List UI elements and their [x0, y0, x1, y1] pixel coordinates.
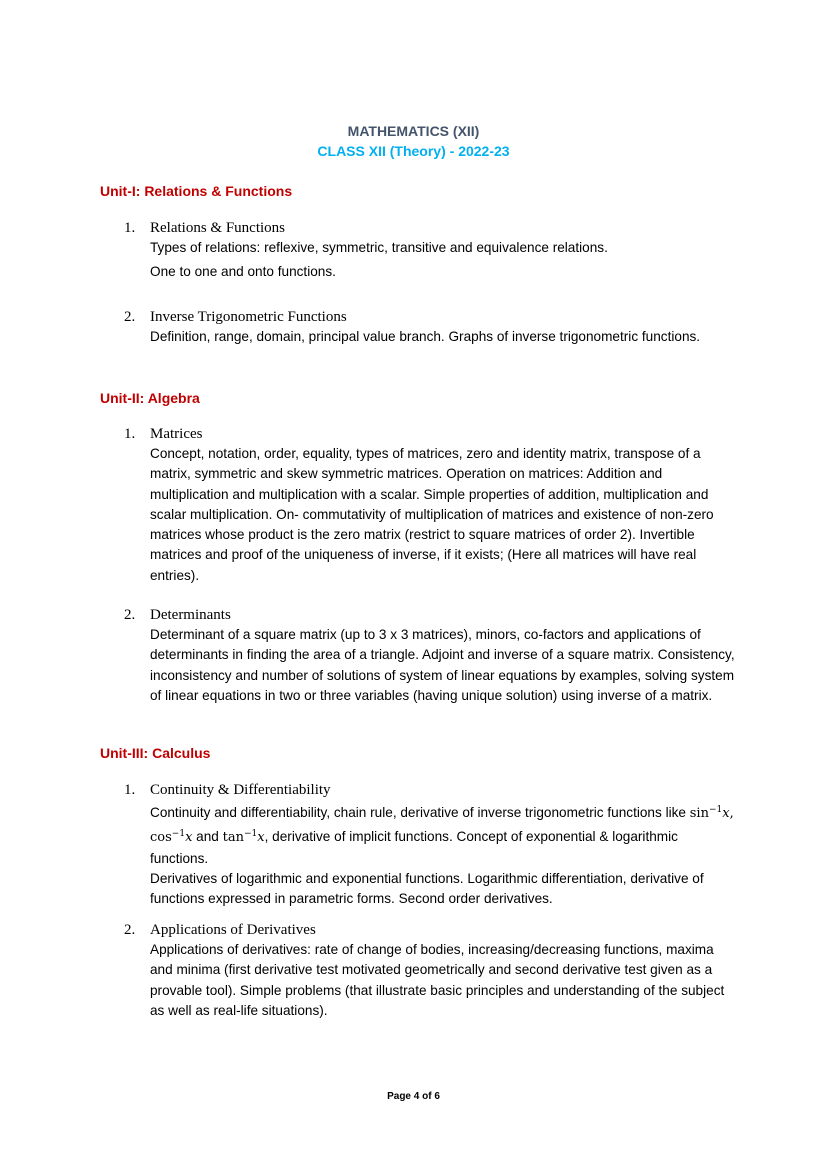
topic-number: 2. [124, 922, 136, 938]
topic-body [150, 444, 736, 586]
topic-continuity-differentiability [124, 780, 736, 909]
math-variable: x [722, 806, 730, 821]
topic-title: Inverse Trigonometric Functions [150, 309, 347, 325]
topic-determinants [124, 605, 736, 706]
unit-heading-algebra: Unit-II: Algebra [100, 390, 200, 406]
topic-paragraph: Derivatives of logarithmic and exponential functions. Logarithmic differentiation, derivative of functions expressed in parametric forms. Second order derivatives. [150, 870, 704, 907]
topic-body [150, 940, 736, 1021]
math-function: sin [689, 806, 709, 821]
document-subtitle: CLASS XII (Theory) - 2022-23 [317, 143, 510, 159]
inverse-trig-expression [223, 830, 265, 845]
math-variable: x [185, 830, 193, 846]
math-superscript: −1 [244, 829, 258, 840]
topic-line: One to one and onto functions. [150, 264, 336, 280]
math-function: tan [222, 830, 244, 846]
math-variable: x [257, 830, 265, 846]
topic-number: 1. [124, 220, 136, 236]
topic-paragraph: Applications of derivatives: rate of change of bodies, increasing/decreasing functions, maxima and minima (first derivative test motivated geometrically and second derivative test given as a provable tool). Simple problems (that illustrate basic principles and understanding of the subject as well as real-life situations). [150, 942, 725, 1018]
topic-paragraph [150, 800, 736, 869]
topic-line: Types of relations: reflexive, symmetric, transitive and equivalence relations. [150, 240, 608, 255]
math-function: cos [150, 830, 172, 846]
topic-text: Continuity and differentiability, chain rule, derivative of inverse trigonometric functions like [150, 805, 690, 820]
topic-relations-functions [124, 218, 736, 283]
topic-title: Applications of Derivatives [150, 922, 316, 938]
topic-number: 2. [124, 607, 136, 623]
topic-applications-of-derivatives [124, 920, 736, 1021]
topic-body [150, 327, 736, 347]
topic-title: Matrices [150, 426, 203, 442]
topic-matrices [124, 424, 736, 586]
topic-number: 2. [124, 309, 136, 325]
topic-number: 1. [124, 782, 136, 798]
topic-title: Relations & Functions [150, 220, 285, 236]
math-superscript: −1 [171, 829, 186, 840]
topic-paragraph: Concept, notation, order, equality, types of matrices, zero and identity matrix, transpose of a matrix, symmetric and skew symmetric matrices. Operation on matrices: Addition and multiplication and multiplication with a scalar. Simple properties of addition, multiplication and scalar multiplication. On- commutativity of multiplication of matrices and existence of non-zero matrices whose product is the zero matrix (restrict to square matrices of order 2). Invertible matrices and proof of the uniqueness of inverse, if it exists; (Here all matrices will have real entries). [150, 446, 714, 583]
topic-number: 1. [124, 426, 136, 442]
document-header [0, 121, 827, 161]
topic-text: and [192, 829, 223, 845]
math-separator: , [729, 806, 734, 821]
page-number: Page 4 of 6 [387, 1091, 440, 1102]
topic-paragraph: Determinant of a square matrix (up to 3 x 3 matrices), minors, co-factors and applications of determinants in finding the area of a triangle. Adjoint and inverse of a square matrix. Consistency, inconsistency and number of solutions of system of linear equations by examples, solving system of linear equations in two or three variables (having unique solution) using inverse of a matrix. [150, 627, 735, 703]
math-superscript: −1 [708, 805, 723, 815]
topic-title: Continuity & Differentiability [150, 782, 331, 798]
topic-body [150, 238, 736, 283]
topic-title: Determinants [150, 607, 231, 623]
topic-inverse-trigonometric-functions [124, 307, 736, 347]
topic-text: , derivative of implicit functions. Concept of exponential & logarithmic functions. [150, 829, 678, 866]
topic-body [150, 800, 736, 909]
topic-body [150, 625, 736, 706]
document-title: MATHEMATICS (XII) [347, 123, 480, 139]
unit-heading-calculus: Unit-III: Calculus [100, 745, 211, 761]
topic-paragraph: Definition, range, domain, principal value branch. Graphs of inverse trigonometric functions. [150, 329, 701, 344]
unit-heading-relations-functions: Unit-I: Relations & Functions [100, 183, 293, 199]
